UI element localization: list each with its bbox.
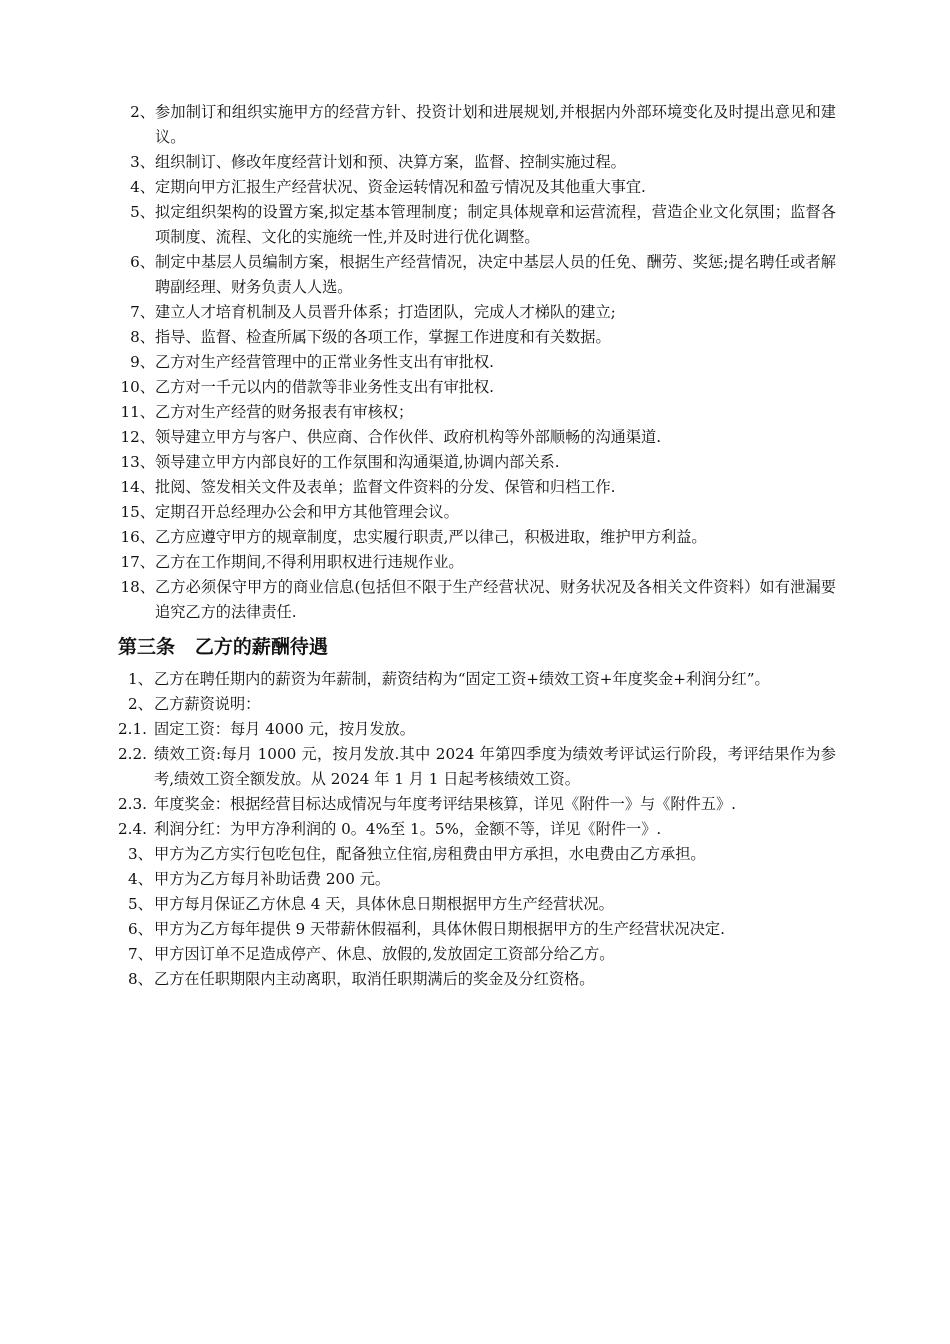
list-item [118, 300, 836, 325]
item-number: 8、 [130, 328, 155, 346]
item-text: 领导建立甲方与客户、供应商、合作伙伴、政府机构等外部顺畅的沟通渠道. [155, 428, 662, 446]
list-item [118, 150, 836, 175]
list-item [118, 942, 836, 967]
item-number: 2.1. [118, 720, 147, 738]
item-number: 16、 [120, 528, 155, 546]
item-text: 甲方因订单不足造成停产、休息、放假的,发放固定工资部分给乙方。 [154, 945, 615, 963]
item-text: 绩效工资:每月 1000 元，按月发放.其中 2024 年第四季度为绩效考评试运行阶段，考评结果作为参考,绩效工资全额发放。从 2024 年 1 月 1 日起考核绩效工资。 [154, 745, 836, 788]
item-text: 甲方为乙方每月补助话费 200 元。 [154, 870, 391, 888]
list-item [118, 742, 836, 792]
item-number: 11、 [120, 403, 155, 421]
item-number: 2、 [130, 103, 155, 121]
list-item [118, 425, 836, 450]
list-item [118, 175, 836, 200]
section-heading: 第三条 乙方的薪酬待遇 [118, 636, 328, 658]
item-text: 拟定组织架构的设置方案,拟定基本管理制度；制定具体规章和运营流程，营造企业文化氛围；监督各项制度、流程、文化的实施统一性,并及时进行优化调整。 [155, 203, 836, 246]
item-text: 制定中基层人员编制方案，根据生产经营情况，决定中基层人员的任免、酬劳、奖惩;提名聘任或者解聘副经理、财务负责人人选。 [155, 253, 836, 296]
item-number: 18、 [120, 578, 155, 596]
item-number: 4、 [130, 178, 155, 196]
item-number: 14、 [120, 478, 155, 496]
item-number: 4、 [128, 870, 153, 888]
item-text: 乙方薪资说明： [154, 695, 261, 713]
item-text: 乙方对生产经营的财务报表有审核权； [155, 403, 414, 421]
list-item [118, 842, 836, 867]
item-number: 9、 [130, 353, 155, 371]
item-number: 12、 [120, 428, 155, 446]
item-text: 建立人才培育机制及人员晋升体系；打造团队，完成人才梯队的建立; [155, 303, 616, 321]
list-item [118, 917, 836, 942]
item-number: 2、 [128, 695, 153, 713]
item-number: 7、 [128, 945, 153, 963]
item-text: 乙方必须保守甲方的商业信息(包括但不限于生产经营状况、财务状况及各相关文件资料）如有泄漏要追究乙方的法律责任. [155, 578, 836, 621]
item-text: 乙方对一千元以内的借款等非业务性支出有审批权. [155, 378, 494, 396]
list-item [118, 350, 836, 375]
list-item [118, 100, 836, 150]
item-number: 15、 [120, 503, 155, 521]
list-item [118, 250, 836, 300]
list-item [118, 450, 836, 475]
list-item [118, 200, 836, 250]
list-item [118, 892, 836, 917]
list-item [118, 817, 836, 842]
item-number: 7、 [130, 303, 155, 321]
list-item [118, 575, 836, 625]
list-item [118, 325, 836, 350]
list-item [118, 375, 836, 400]
item-number: 13、 [120, 453, 155, 471]
item-text: 乙方应遵守甲方的规章制度，忠实履行职责,严以律己，积极进取，维护甲方利益。 [155, 528, 707, 546]
list-item [118, 867, 836, 892]
item-text: 参加制订和组织实施甲方的经营方针、投资计划和进展规划,并根据内外部环境变化及时提出意见和建议。 [155, 103, 836, 146]
list-item [118, 667, 836, 692]
item-text: 批阅、签发相关文件及表单；监督文件资料的分发、保管和归档工作. [155, 478, 616, 496]
item-text: 定期召开总经理办公会和甲方其他管理会议。 [155, 503, 459, 521]
item-text: 指导、监督、检查所属下级的各项工作，掌握工作进度和有关数据。 [155, 328, 611, 346]
item-number: 17、 [120, 553, 155, 571]
list-item [118, 550, 836, 575]
item-text: 乙方在任职期限内主动离职，取消任职期满后的奖金及分红资格。 [154, 970, 595, 988]
item-number: 2.2. [118, 745, 147, 763]
item-number: 2.3. [118, 795, 147, 813]
list-item [118, 967, 836, 992]
item-number: 5、 [130, 203, 155, 221]
item-text: 领导建立甲方内部良好的工作氛围和沟通渠道,协调内部关系. [155, 453, 560, 471]
list-item [118, 500, 836, 525]
item-text: 年度奖金：根据经营目标达成情况与年度考评结果核算，详见《附件一》与《附件五》. [154, 795, 736, 813]
duties-list [118, 100, 836, 625]
list-item [118, 692, 836, 717]
item-text: 甲方为乙方每年提供 9 天带薪休假福利，具体休假日期根据甲方的生产经营状况决定. [154, 920, 725, 938]
item-text: 组织制订、修改年度经营计划和预、决算方案，监督、控制实施过程。 [155, 153, 626, 171]
item-text: 固定工资：每月 4000 元，按月发放。 [154, 720, 415, 738]
list-item [118, 525, 836, 550]
item-number: 3、 [130, 153, 155, 171]
item-text: 利润分红：为甲方净利润的 0。4%至 1。5%，金额不等，详见《附件一》. [154, 820, 662, 838]
item-text: 甲方为乙方实行包吃包住，配备独立住宿,房租费由甲方承担，水电费由乙方承担。 [154, 845, 706, 863]
item-text: 乙方对生产经营管理中的正常业务性支出有审批权. [155, 353, 494, 371]
item-number: 10、 [120, 378, 155, 396]
item-number: 6、 [130, 253, 155, 271]
list-item [118, 792, 836, 817]
salary-list [118, 667, 836, 992]
item-number: 2.4. [118, 820, 147, 838]
list-item [118, 400, 836, 425]
list-item [118, 475, 836, 500]
item-number: 5、 [128, 895, 153, 913]
item-text: 乙方在聘任期内的薪资为年薪制，薪资结构为“固定工资+绩效工资+年度奖金+利润分红”。 [154, 670, 770, 688]
item-number: 1、 [128, 670, 153, 688]
item-text: 乙方在工作期间,不得利用职权进行违规作业。 [155, 553, 464, 571]
item-number: 6、 [128, 920, 153, 938]
list-item [118, 717, 836, 742]
item-text: 甲方每月保证乙方休息 4 天，具体休息日期根据甲方生产经营状况。 [154, 895, 614, 913]
item-number: 3、 [128, 845, 153, 863]
document-body [118, 100, 836, 992]
item-number: 8、 [128, 970, 153, 988]
item-text: 定期向甲方汇报生产经营状况、资金运转情况和盈亏情况及其他重大事宜. [155, 178, 646, 196]
